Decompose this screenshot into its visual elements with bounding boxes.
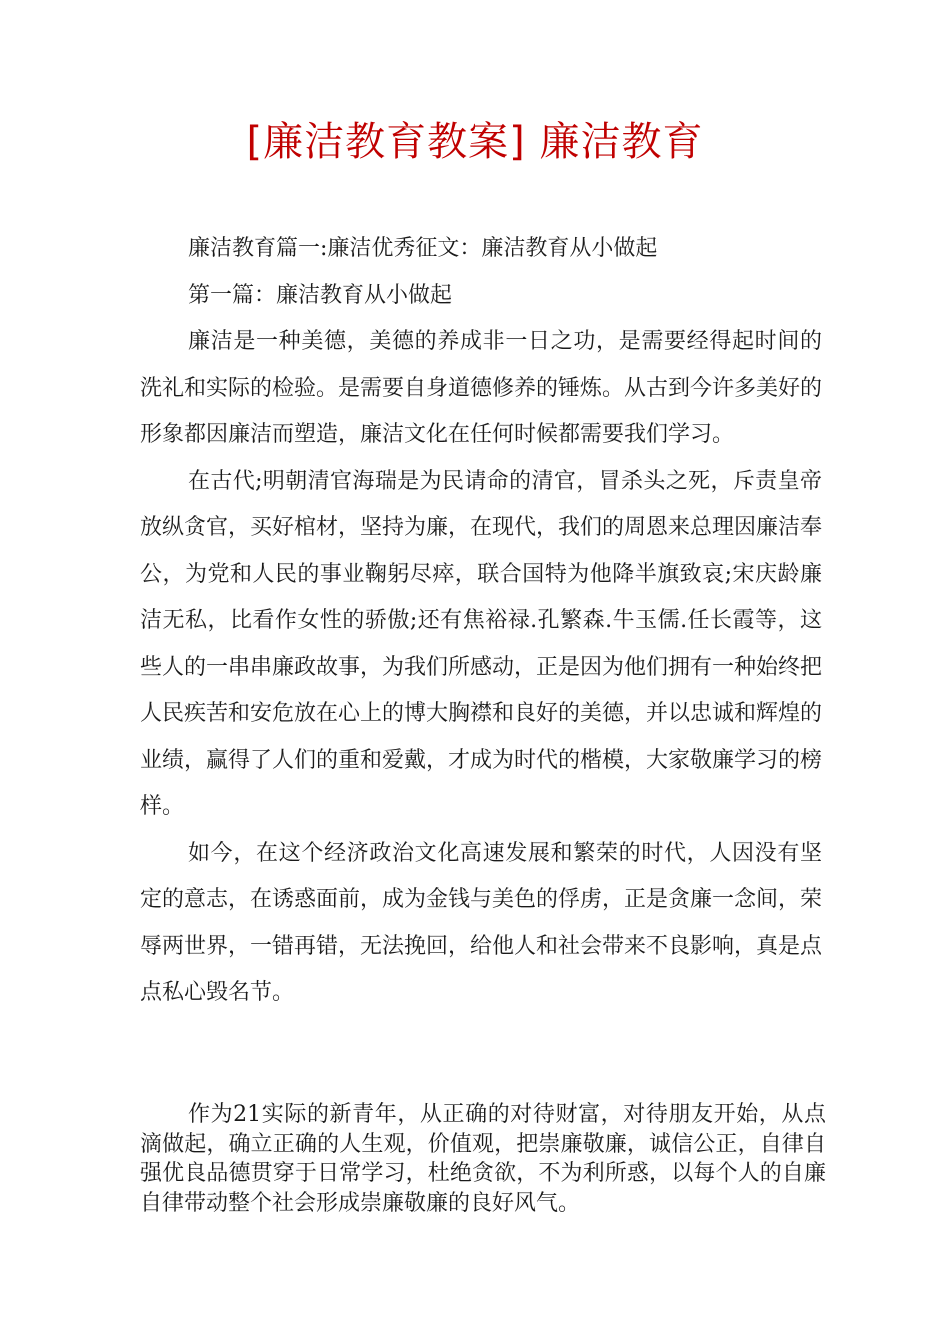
paragraph-closing: 作为21实际的新青年，从正确的对待财富，对待朋友开始，从点滴做起，确立正确的人生观，价值观，把崇廉敬廉，诚信公正，自律自强优良品德贯穿于日常学习，杜绝贪欲，不为利所惑，以每个人的自廉自律带动整个社会形成崇廉敬廉的良好风气。 (140, 1102, 826, 1216)
paragraph-today: 如今，在这个经济政治文化高速发展和繁荣的时代，人因没有坚定的意志，在诱惑面前，成为金钱与美色的俘虏，正是贪廉一念间，荣辱两世界，一错再错，无法挽回，给他人和社会带来不良影响，真是点点私心毁名节。 (140, 840, 823, 1005)
paragraph-heading-2: 第一篇：廉洁教育从小做起 (188, 282, 453, 308)
paragraph-intro: 廉洁是一种美德，美德的养成非一日之功，是需要经得起时间的洗礼和实际的检验。是需要自身道德修养的锤炼。从古到今许多美好的形象都因廉洁而塑造，廉洁文化在任何时候都需要我们学习。 (140, 329, 823, 447)
paragraph-examples: 在古代;明朝清官海瑞是为民请命的清官，冒杀头之死，斥责皇帝放纵贪官，买好棺材，坚持为廉，在现代，我们的周恩来总理因廉洁奉公，为党和人民的事业鞠躬尽瘁，联合国特为他降半旗致哀;宋庆龄廉洁无私，比看作女性的骄傲;还有焦裕禄.孔繁森.牛玉儒.任长霞等，这些人的一串串廉政故事，为我们所感动，正是因为他们拥有一种始终把人民疾苦和安危放在心上的博大胸襟和良好的美德，并以忠诚和辉煌的业绩，赢得了人们的重和爱戴，才成为时代的楷模，大家敬廉学习的榜样。 (140, 468, 823, 819)
document-body (140, 226, 822, 1017)
document-title: [廉洁教育教案] 廉洁教育 (246, 119, 704, 165)
paragraph-heading-1: 廉洁教育篇一:廉洁优秀征文：廉洁教育从小做起 (188, 236, 658, 261)
document-closing (140, 1100, 826, 1218)
